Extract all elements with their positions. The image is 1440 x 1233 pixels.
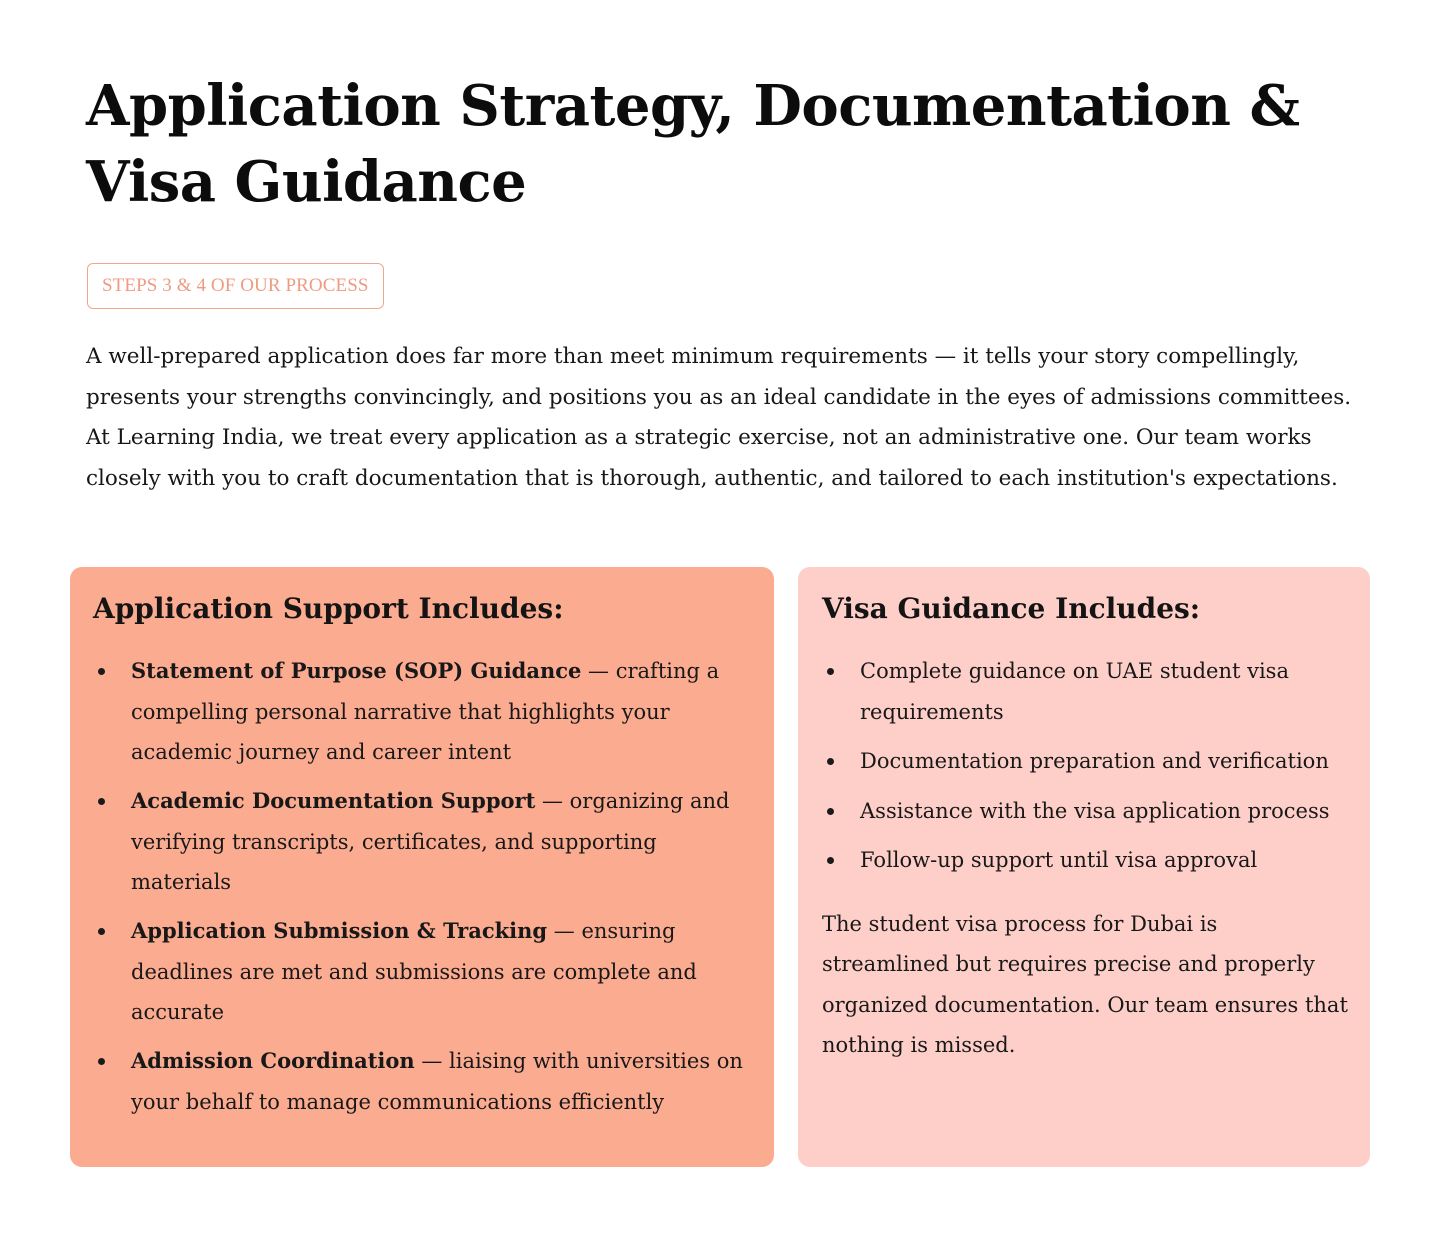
list-item [131,911,752,1033]
visa-guidance-card [798,567,1370,1167]
list-item-text: — liaising with universities on your behalf to manage communications efficiently [131,1049,743,1114]
application-support-title: Application Support Includes: [93,592,564,625]
list-item [131,781,752,903]
bullet-icon [98,798,105,805]
bullet-icon [827,668,834,675]
list-item [131,1041,752,1122]
application-support-card [70,567,774,1167]
bullet-icon [827,857,834,864]
list-item [860,791,1348,832]
list-item-heading: Statement of Purpose (SOP) Guidance [131,658,582,683]
page-title: Application Strategy, Documentation & Visa Guidance [86,73,1300,215]
bullet-icon [98,928,105,935]
list-item [860,840,1348,881]
list-item [860,741,1348,782]
list-item-text: — organizing and verifying transcripts, certificates, and supporting materials [131,789,730,894]
application-support-list [93,651,752,1122]
list-item-heading: Academic Documentation Support [131,788,536,813]
list-item-text: Assistance with the visa application process [860,798,1330,823]
bullet-icon [827,808,834,815]
list-item [860,651,1348,732]
list-item-text: Follow-up support until visa approval [860,848,1258,872]
list-item-text: Documentation preparation and verification [860,749,1329,773]
list-item-text: — ensuring deadlines are met and submissions are complete and accurate [131,919,697,1024]
list-item-text: — crafting a compelling personal narrative that highlights your academic journey and career intent [131,659,720,764]
list-item-text: Complete guidance on UAE student visa requirements [860,659,1289,724]
visa-note: The student visa process for Dubai is streamlined but requires precise and properly organized documentation. Our team ensures that nothing is missed. [822,911,1348,1057]
bullet-icon [98,668,105,675]
steps-badge: STEPS 3 & 4 OF OUR PROCESS [87,263,384,309]
visa-guidance-title: Visa Guidance Includes: [822,592,1201,625]
intro-paragraph: A well-prepared application does far more than meet minimum requirements — it tells your story compellingly, presents your strengths convincingly, and positions you as an ideal candidate in the eyes of admissions committees. At Learning India, we treat every application as a strategic exercise, not an administrative one. Our team works closely with you to craft documentation that is thorough, authentic, and tailored to each institution's expectations. [86,344,1352,491]
visa-guidance-list [822,651,1348,881]
bullet-icon [98,1058,105,1065]
list-item [131,651,752,773]
list-item-heading: Admission Coordination [131,1048,415,1073]
list-item-heading: Application Submission & Tracking [131,918,548,943]
bullet-icon [827,758,834,765]
